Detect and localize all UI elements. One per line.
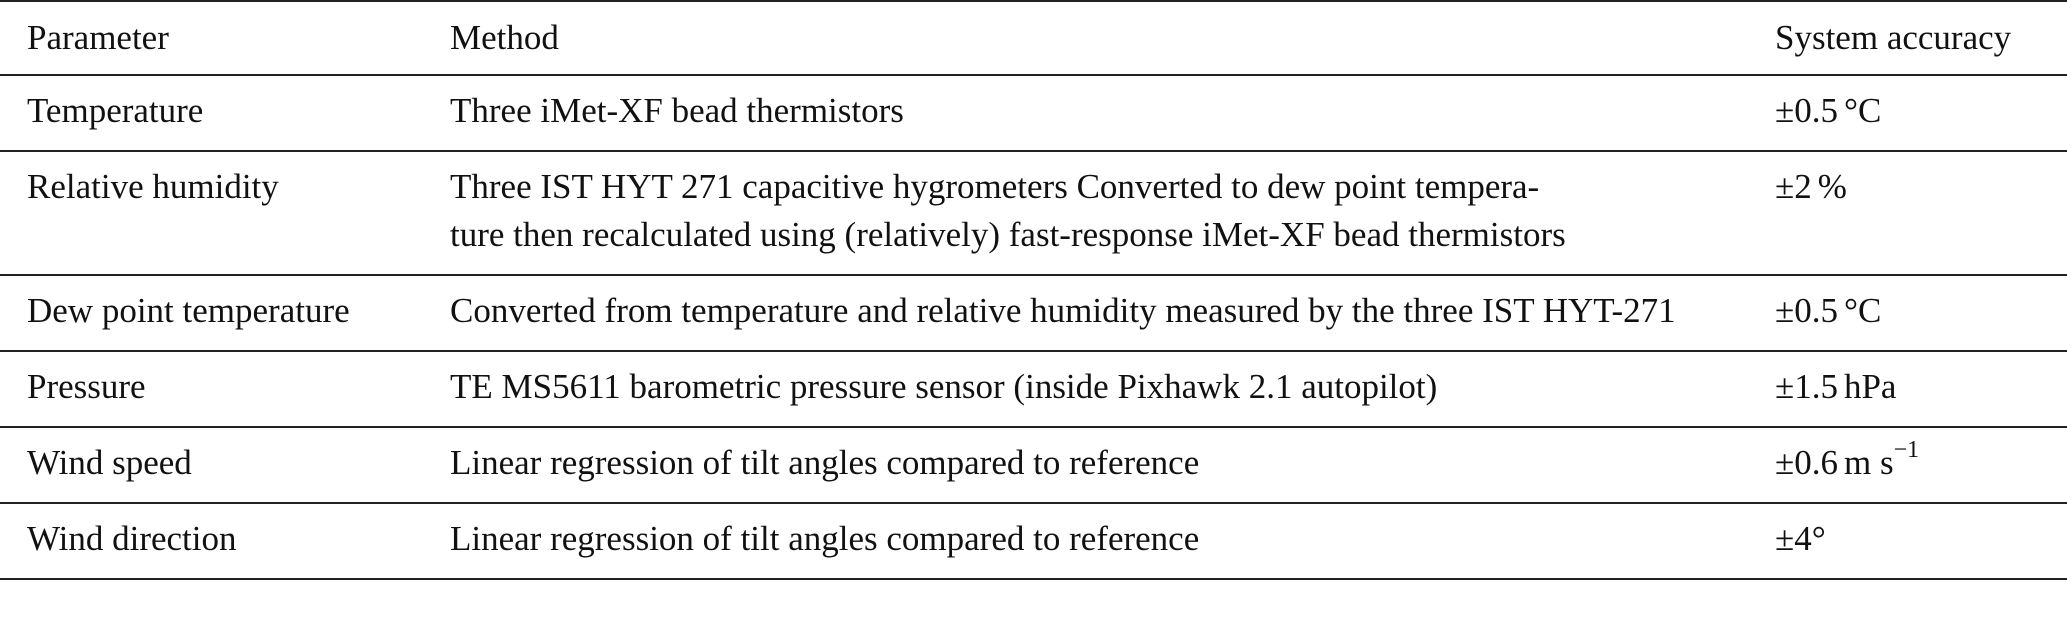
cell-method xyxy=(423,75,1763,151)
accuracy-unit-exponent: −1 xyxy=(1893,437,1920,464)
cell-method xyxy=(423,351,1763,427)
accuracy-value: ±1.5 xyxy=(1775,367,1838,406)
accuracy-value: ±0.5 xyxy=(1775,91,1838,130)
accuracy-unit: °C xyxy=(1843,291,1882,330)
table-row-wind-speed xyxy=(0,427,2067,503)
accuracy-value: ±4° xyxy=(1775,519,1826,558)
cell-accuracy xyxy=(1763,151,2067,275)
table-row-wind-direction xyxy=(0,503,2067,579)
cell-accuracy xyxy=(1763,75,2067,151)
cell-method xyxy=(423,427,1763,503)
cell-parameter: Pressure xyxy=(27,367,146,406)
accuracy-value: ±0.6 xyxy=(1775,443,1838,482)
method-text: Three IST HYT 271 capacitive hygrometers Converted to dew point tempera- ture then recalculated using (relatively) fast-response iMet-XF bead thermistors xyxy=(450,167,1566,254)
table-row-dew-point xyxy=(0,275,2067,351)
cell-parameter: Temperature xyxy=(27,91,204,130)
accuracy-value: ±2 xyxy=(1775,167,1812,206)
method-text: Linear regression of tilt angles compared to reference xyxy=(450,519,1200,558)
cell-parameter: Relative humidity xyxy=(27,167,279,206)
cell-parameter: Wind direction xyxy=(27,519,237,558)
cell-accuracy xyxy=(1763,275,2067,351)
table-header xyxy=(0,1,2067,75)
header-row xyxy=(0,1,2067,75)
cell-method xyxy=(423,503,1763,579)
accuracy-unit: °C xyxy=(1843,91,1882,130)
method-text: Three iMet-XF bead thermistors xyxy=(450,91,904,130)
cell-method xyxy=(423,275,1763,351)
cell-accuracy xyxy=(1763,503,2067,579)
header-parameter: Parameter xyxy=(27,18,169,57)
accuracy-unit: hPa xyxy=(1843,367,1897,406)
accuracy-unit: m s xyxy=(1843,443,1894,482)
method-text: Converted from temperature and relative humidity measured by the three IST HYT-271 xyxy=(450,291,1676,330)
cell-accuracy xyxy=(1763,427,2067,503)
header-method: Method xyxy=(450,18,559,57)
accuracy-value: ±0.5 xyxy=(1775,291,1838,330)
cell-accuracy xyxy=(1763,351,2067,427)
table-row-temperature xyxy=(0,75,2067,151)
table-row-pressure xyxy=(0,351,2067,427)
method-text: Linear regression of tilt angles compared to reference xyxy=(450,443,1200,482)
header-system-accuracy: System accuracy xyxy=(1775,18,2012,57)
accuracy-unit: % xyxy=(1817,167,1847,206)
table-body xyxy=(0,75,2067,579)
cell-parameter: Wind speed xyxy=(27,443,192,482)
cell-parameter: Dew point temperature xyxy=(27,291,350,330)
table-row-relative-humidity xyxy=(0,151,2067,275)
cell-method xyxy=(423,151,1763,275)
method-text: TE MS5611 barometric pressure sensor (inside Pixhawk 2.1 autopilot) xyxy=(450,367,1438,406)
